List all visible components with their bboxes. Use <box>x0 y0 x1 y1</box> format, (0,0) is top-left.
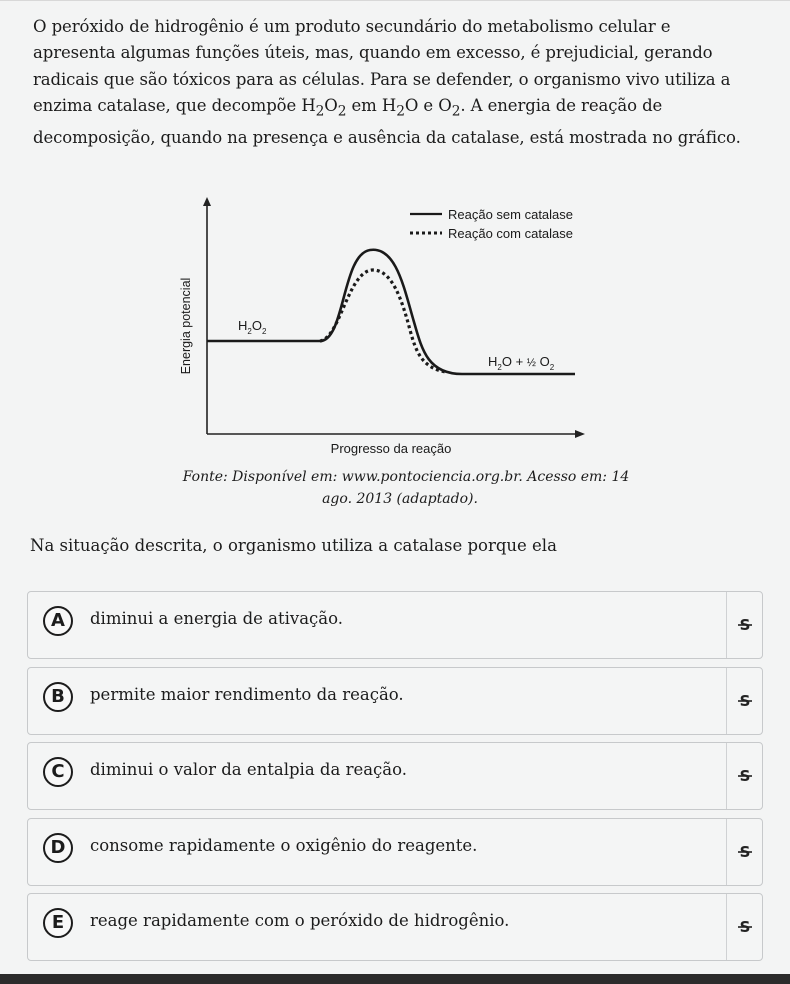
strikethrough-icon <box>738 615 752 635</box>
y-axis-label: Energia potencial <box>179 277 193 375</box>
option-a[interactable] <box>27 591 763 659</box>
svg-text:S: S <box>739 767 750 785</box>
top-divider <box>0 0 790 1</box>
legend-dotted-label: Reação com catalase <box>448 226 574 241</box>
y-axis-arrow <box>203 197 211 206</box>
strikethrough-icon <box>738 766 752 786</box>
bottom-bar <box>0 974 790 984</box>
intro-paragraph <box>33 14 773 151</box>
option-letter: B <box>43 682 73 712</box>
svg-text:S: S <box>739 918 750 936</box>
option-e[interactable] <box>27 893 763 961</box>
svg-text:S: S <box>739 843 750 861</box>
intro-line-3: radicais que são tóxicos para as células. Para se defender, o organismo vivo utiliza a <box>33 69 731 89</box>
source-line-2: ago. 2013 (adaptado). <box>322 491 478 507</box>
svg-text:S: S <box>739 616 750 634</box>
option-text: reage rapidamente com o peróxido de hidrogênio. <box>90 911 510 930</box>
strikethrough-button[interactable] <box>726 894 762 960</box>
product-label: $H_2O$ + ½ $O_2$ <box>488 354 555 372</box>
x-axis-arrow <box>575 430 585 438</box>
intro-line-2: apresenta algumas funções úteis, mas, quando em excesso, é prejudicial, gerando <box>33 43 713 63</box>
x-axis-label: Progresso da reação <box>330 441 452 456</box>
reactant-label: $H_2O_2$ <box>238 318 267 336</box>
source-line-1: Fonte: Disponível em: www.pontociencia.org.br. Acesso em: 14 <box>182 469 630 485</box>
intro-line-1: O peróxido de hidrogênio é um produto secundário do metabolismo celular e <box>33 17 671 36</box>
strikethrough-icon <box>738 842 752 862</box>
strikethrough-button[interactable] <box>726 743 762 809</box>
option-letter: C <box>43 757 73 787</box>
question-stem: Na situação descrita, o organismo utiliza a catalase porque ela <box>30 536 557 555</box>
strikethrough-button[interactable] <box>726 819 762 885</box>
formula-h2o2: $H_2O_2$ <box>301 96 347 120</box>
option-d[interactable] <box>27 818 763 886</box>
strikethrough-icon <box>738 917 752 937</box>
option-text: permite maior rendimento da reação. <box>90 685 404 704</box>
option-c[interactable] <box>27 742 763 810</box>
strikethrough-button[interactable] <box>726 668 762 734</box>
option-text: consome rapidamente o oxigênio do reagente. <box>90 836 478 855</box>
intro-line-4: enzima catalase, que decompõe $H_2O_2$ em $H_2O$ e $O_2$. A energia de reação de <box>33 96 663 120</box>
formula-h2o: $H_2O$ <box>381 96 419 120</box>
formula-o2: $O_2$ <box>438 96 461 120</box>
option-letter: E <box>43 908 73 938</box>
option-letter: A <box>43 606 73 636</box>
svg-text:S: S <box>739 692 750 710</box>
strikethrough-button[interactable] <box>726 592 762 658</box>
energy-diagram <box>170 192 600 460</box>
intro-line-5: decomposição, quando na presença e ausência da catalase, está mostrada no gráfico. <box>33 127 741 147</box>
option-text: diminui a energia de ativação. <box>90 609 344 628</box>
option-text: diminui o valor da entalpia da reação. <box>90 760 408 779</box>
option-b[interactable] <box>27 667 763 735</box>
legend-solid-label: Reação sem catalase <box>448 207 574 222</box>
strikethrough-icon <box>738 691 752 711</box>
option-letter: D <box>43 833 73 863</box>
